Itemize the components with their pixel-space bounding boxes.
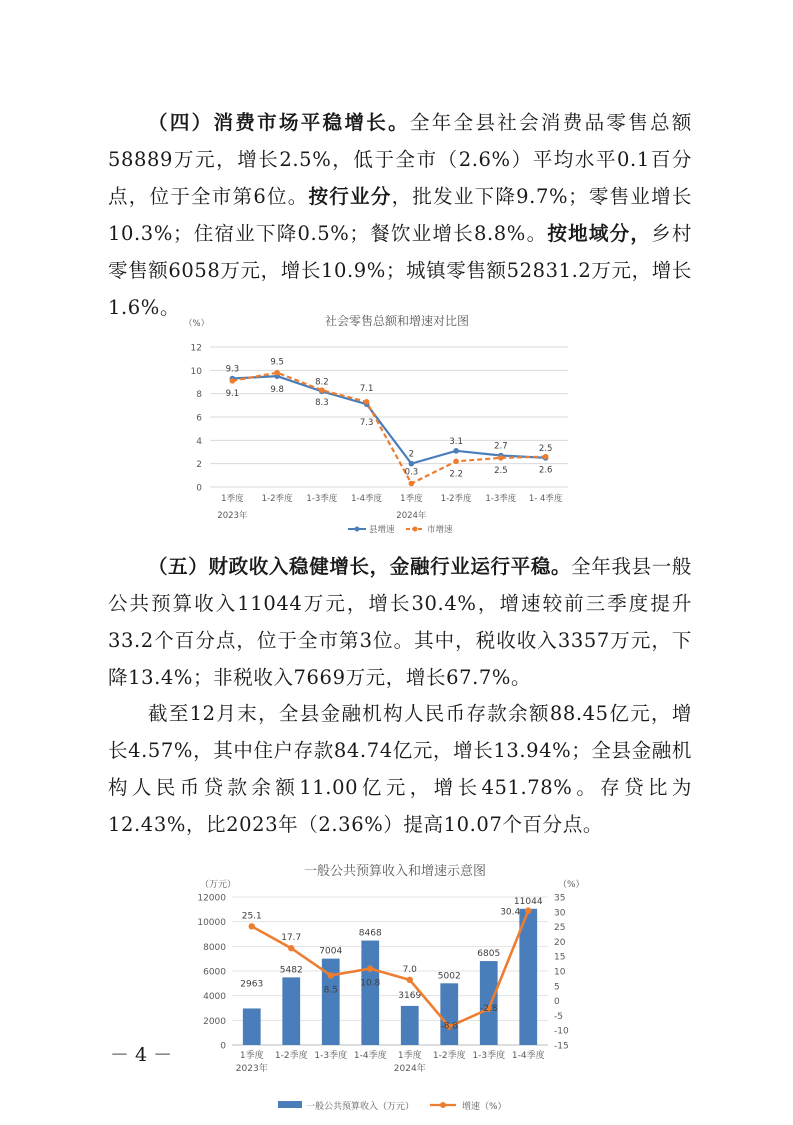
retail-growth-chart-svg xyxy=(180,310,600,540)
legend-label-growth: 增速（%） xyxy=(462,1102,507,1112)
page-number: － 4 － xyxy=(110,1044,173,1066)
revenue-bar-label: 5002 xyxy=(437,971,461,982)
x-tick-label: 1-4季度 xyxy=(511,1051,545,1061)
county-data-label: 7.1 xyxy=(359,384,374,395)
section-finance-paragraph xyxy=(108,548,692,696)
city-point xyxy=(498,455,504,461)
growth-label: 17.7 xyxy=(281,933,302,944)
y-axis-unit-right: （%） xyxy=(558,880,585,890)
city-point xyxy=(364,399,370,405)
revenue-bar-label: 7004 xyxy=(319,946,343,957)
revenue-bar-label: 3169 xyxy=(398,990,422,1001)
city-point xyxy=(319,387,325,393)
y-right-tick-label: 5 xyxy=(554,982,560,993)
revenue-bar-label: 8468 xyxy=(358,928,382,939)
y-right-tick-label: 15 xyxy=(554,952,566,963)
revenue-bar xyxy=(440,983,458,1045)
county-data-label: 2.7 xyxy=(494,441,508,452)
y-right-tick-label: -15 xyxy=(554,1041,569,1052)
city-point xyxy=(543,454,549,460)
x-tick-label: 1-3季度 xyxy=(472,1051,506,1061)
revenue-bar-label: 5482 xyxy=(279,965,303,976)
budget-revenue-chart-svg xyxy=(190,855,610,1125)
paragraph-text: ，批发业下降9.7%；零售业增长10.3%；住宿业下降0.5%；餐饮业增长8.8%。 xyxy=(108,185,692,245)
bold-phrase: 按行业分 xyxy=(308,185,392,208)
y-tick-label: 8 xyxy=(196,390,202,401)
revenue-bar-label: 6805 xyxy=(477,949,501,960)
section-heading: （四）消费市场平稳增长。 xyxy=(148,111,410,134)
county-data-label: 9.3 xyxy=(225,364,240,375)
growth-point xyxy=(328,972,334,978)
legend-label-city: 市增速 xyxy=(427,525,453,535)
y-right-tick-label: 25 xyxy=(554,923,566,934)
year-label: 2023年 xyxy=(235,1064,268,1074)
x-tick-label: 1季度 xyxy=(397,1051,422,1061)
x-tick-label: 1-2季度 xyxy=(274,1051,308,1061)
y-left-tick-label: 6000 xyxy=(203,967,226,978)
y-left-tick-label: 12000 xyxy=(197,893,226,904)
budget-revenue-chart xyxy=(190,855,610,1125)
chart-title: 社会零售总额和增速对比图 xyxy=(324,314,470,328)
city-data-label: 2.2 xyxy=(449,469,463,480)
y-right-tick-label: 30 xyxy=(554,908,566,919)
x-tick-label: 1-2季度 xyxy=(432,1051,466,1061)
city-data-label: 8.3 xyxy=(315,398,329,409)
y-tick-label: 6 xyxy=(196,413,202,424)
chart-title: 一般公共预算收入和增速示意图 xyxy=(303,864,487,879)
x-tick-label: 1季度 xyxy=(239,1051,264,1061)
growth-point xyxy=(288,945,294,951)
x-tick-label: 1-2季度 xyxy=(261,494,293,504)
x-tick-label: 1-2季度 xyxy=(440,494,472,504)
legend-marker-growth-dot xyxy=(440,1102,446,1108)
city-data-label: 7.3 xyxy=(359,417,374,428)
revenue-bar xyxy=(243,1008,261,1045)
y-left-tick-label: 8000 xyxy=(203,942,226,953)
growth-point xyxy=(249,923,255,929)
county-data-label: 3.1 xyxy=(449,436,463,447)
y-tick-label: 0 xyxy=(196,483,202,494)
legend-marker-county-dot xyxy=(355,527,360,532)
y-right-tick-label: 10 xyxy=(554,967,566,978)
growth-label: 25.1 xyxy=(241,911,262,922)
y-axis-unit-left: （万元） xyxy=(200,880,237,890)
county-data-label: 9.5 xyxy=(270,357,284,368)
revenue-bar-label: 2963 xyxy=(240,979,264,990)
growth-point xyxy=(407,977,413,983)
city-data-label: 2.6 xyxy=(538,465,553,476)
growth-label: -2.8 xyxy=(479,1003,498,1014)
y-tick-label: 4 xyxy=(196,436,202,447)
y-left-tick-label: 2000 xyxy=(203,1016,226,1027)
growth-label: 10.8 xyxy=(360,978,381,989)
revenue-bar xyxy=(361,941,379,1045)
paragraph-text: 全年全县社会消费品零售总额58889万元，增长2.5%，低于全市（2.6%）平均水平0.1百分点，位于全市第6位。 xyxy=(108,111,692,208)
x-tick-label: 1季度 xyxy=(221,494,244,504)
y-tick-label: 12 xyxy=(190,343,202,354)
bold-phrase: 按地域分， xyxy=(547,222,652,245)
y-tick-label: 2 xyxy=(196,460,202,471)
year-label: 2024年 xyxy=(396,511,427,521)
county-data-label: 2.5 xyxy=(538,443,553,454)
y-right-tick-label: -5 xyxy=(554,1011,563,1022)
y-left-tick-label: 10000 xyxy=(197,918,226,929)
growth-label: 7.0 xyxy=(402,964,417,975)
city-data-label: 0.3 xyxy=(404,467,419,478)
year-label: 2024年 xyxy=(393,1064,426,1074)
city-point xyxy=(409,481,415,487)
section-heading: （五）财政收入稳健增长，金融行业运行平稳。 xyxy=(148,555,572,578)
city-point xyxy=(230,378,236,384)
x-tick-label: 1-4季度 xyxy=(351,494,383,504)
city-data-label: 9.1 xyxy=(225,388,240,399)
x-tick-label: 1季度 xyxy=(400,494,423,504)
x-tick-label: 1-3季度 xyxy=(306,494,338,504)
year-label: 2023年 xyxy=(217,511,248,521)
x-tick-label: 1-4季度 xyxy=(353,1051,387,1061)
legend-label-revenue: 一般公共预算收入（万元） xyxy=(306,1102,415,1112)
city-point xyxy=(453,459,459,465)
revenue-bar xyxy=(282,977,300,1045)
y-left-tick-label: 4000 xyxy=(203,992,226,1003)
county-data-label: 2 xyxy=(408,449,415,460)
y-right-tick-label: 0 xyxy=(554,997,560,1008)
paragraph-text: 乡村零售额6058万元，增长10.9%；城镇零售额52831.2万元，增长1.6%。 xyxy=(108,222,692,319)
revenue-bar xyxy=(401,1006,419,1045)
x-tick-label: 1-3季度 xyxy=(485,494,517,504)
y-right-tick-label: 35 xyxy=(554,893,566,904)
city-point xyxy=(274,370,280,376)
y-tick-label: 10 xyxy=(190,366,202,377)
x-tick-label: 1- 4季度 xyxy=(528,494,563,504)
y-axis-unit: （%） xyxy=(184,319,210,329)
county-point xyxy=(409,461,415,467)
growth-label: 8.5 xyxy=(323,985,338,996)
y-right-tick-label: -10 xyxy=(554,1026,569,1037)
growth-label: 30.4 xyxy=(500,907,521,918)
county-point xyxy=(453,448,459,454)
county-data-label: 8.2 xyxy=(315,377,329,388)
y-left-tick-label: 0 xyxy=(220,1041,226,1052)
legend-label-county: 县增速 xyxy=(369,525,395,535)
y-right-tick-label: 20 xyxy=(554,937,566,948)
financial-institutions-paragraph: 截至12月末，全县金融机构人民币存款余额88.45亿元，增长4.57%，其中住户存款84.74亿元，增长13.94%；全县金融机构人民币贷款余额11.00亿元，增长451.78%。存贷比为12.43%，比2023年（2.36%）提高10.07个百分点。 xyxy=(108,702,692,836)
growth-point xyxy=(525,907,531,913)
city-data-label: 9.8 xyxy=(270,385,284,396)
retail-growth-chart xyxy=(180,310,600,540)
legend-marker-city-dot xyxy=(413,527,418,532)
growth-label: -8.8 xyxy=(440,1021,459,1032)
section-consumption-paragraph xyxy=(108,104,692,326)
legend-marker-revenue xyxy=(278,1101,302,1108)
x-tick-label: 1-3季度 xyxy=(314,1051,348,1061)
growth-point xyxy=(367,965,373,971)
city-data-label: 2.5 xyxy=(494,465,508,476)
revenue-bar-label: 11044 xyxy=(513,896,543,907)
paragraph-text: 全年我县一般公共预算收入11044万元，增长30.4%，增速较前三季度提升33.2个百分点，位于全市第3位。其中，税收收入3357万元，下降13.4%；非税收入7669万元，增长67.7%。 xyxy=(108,555,692,689)
